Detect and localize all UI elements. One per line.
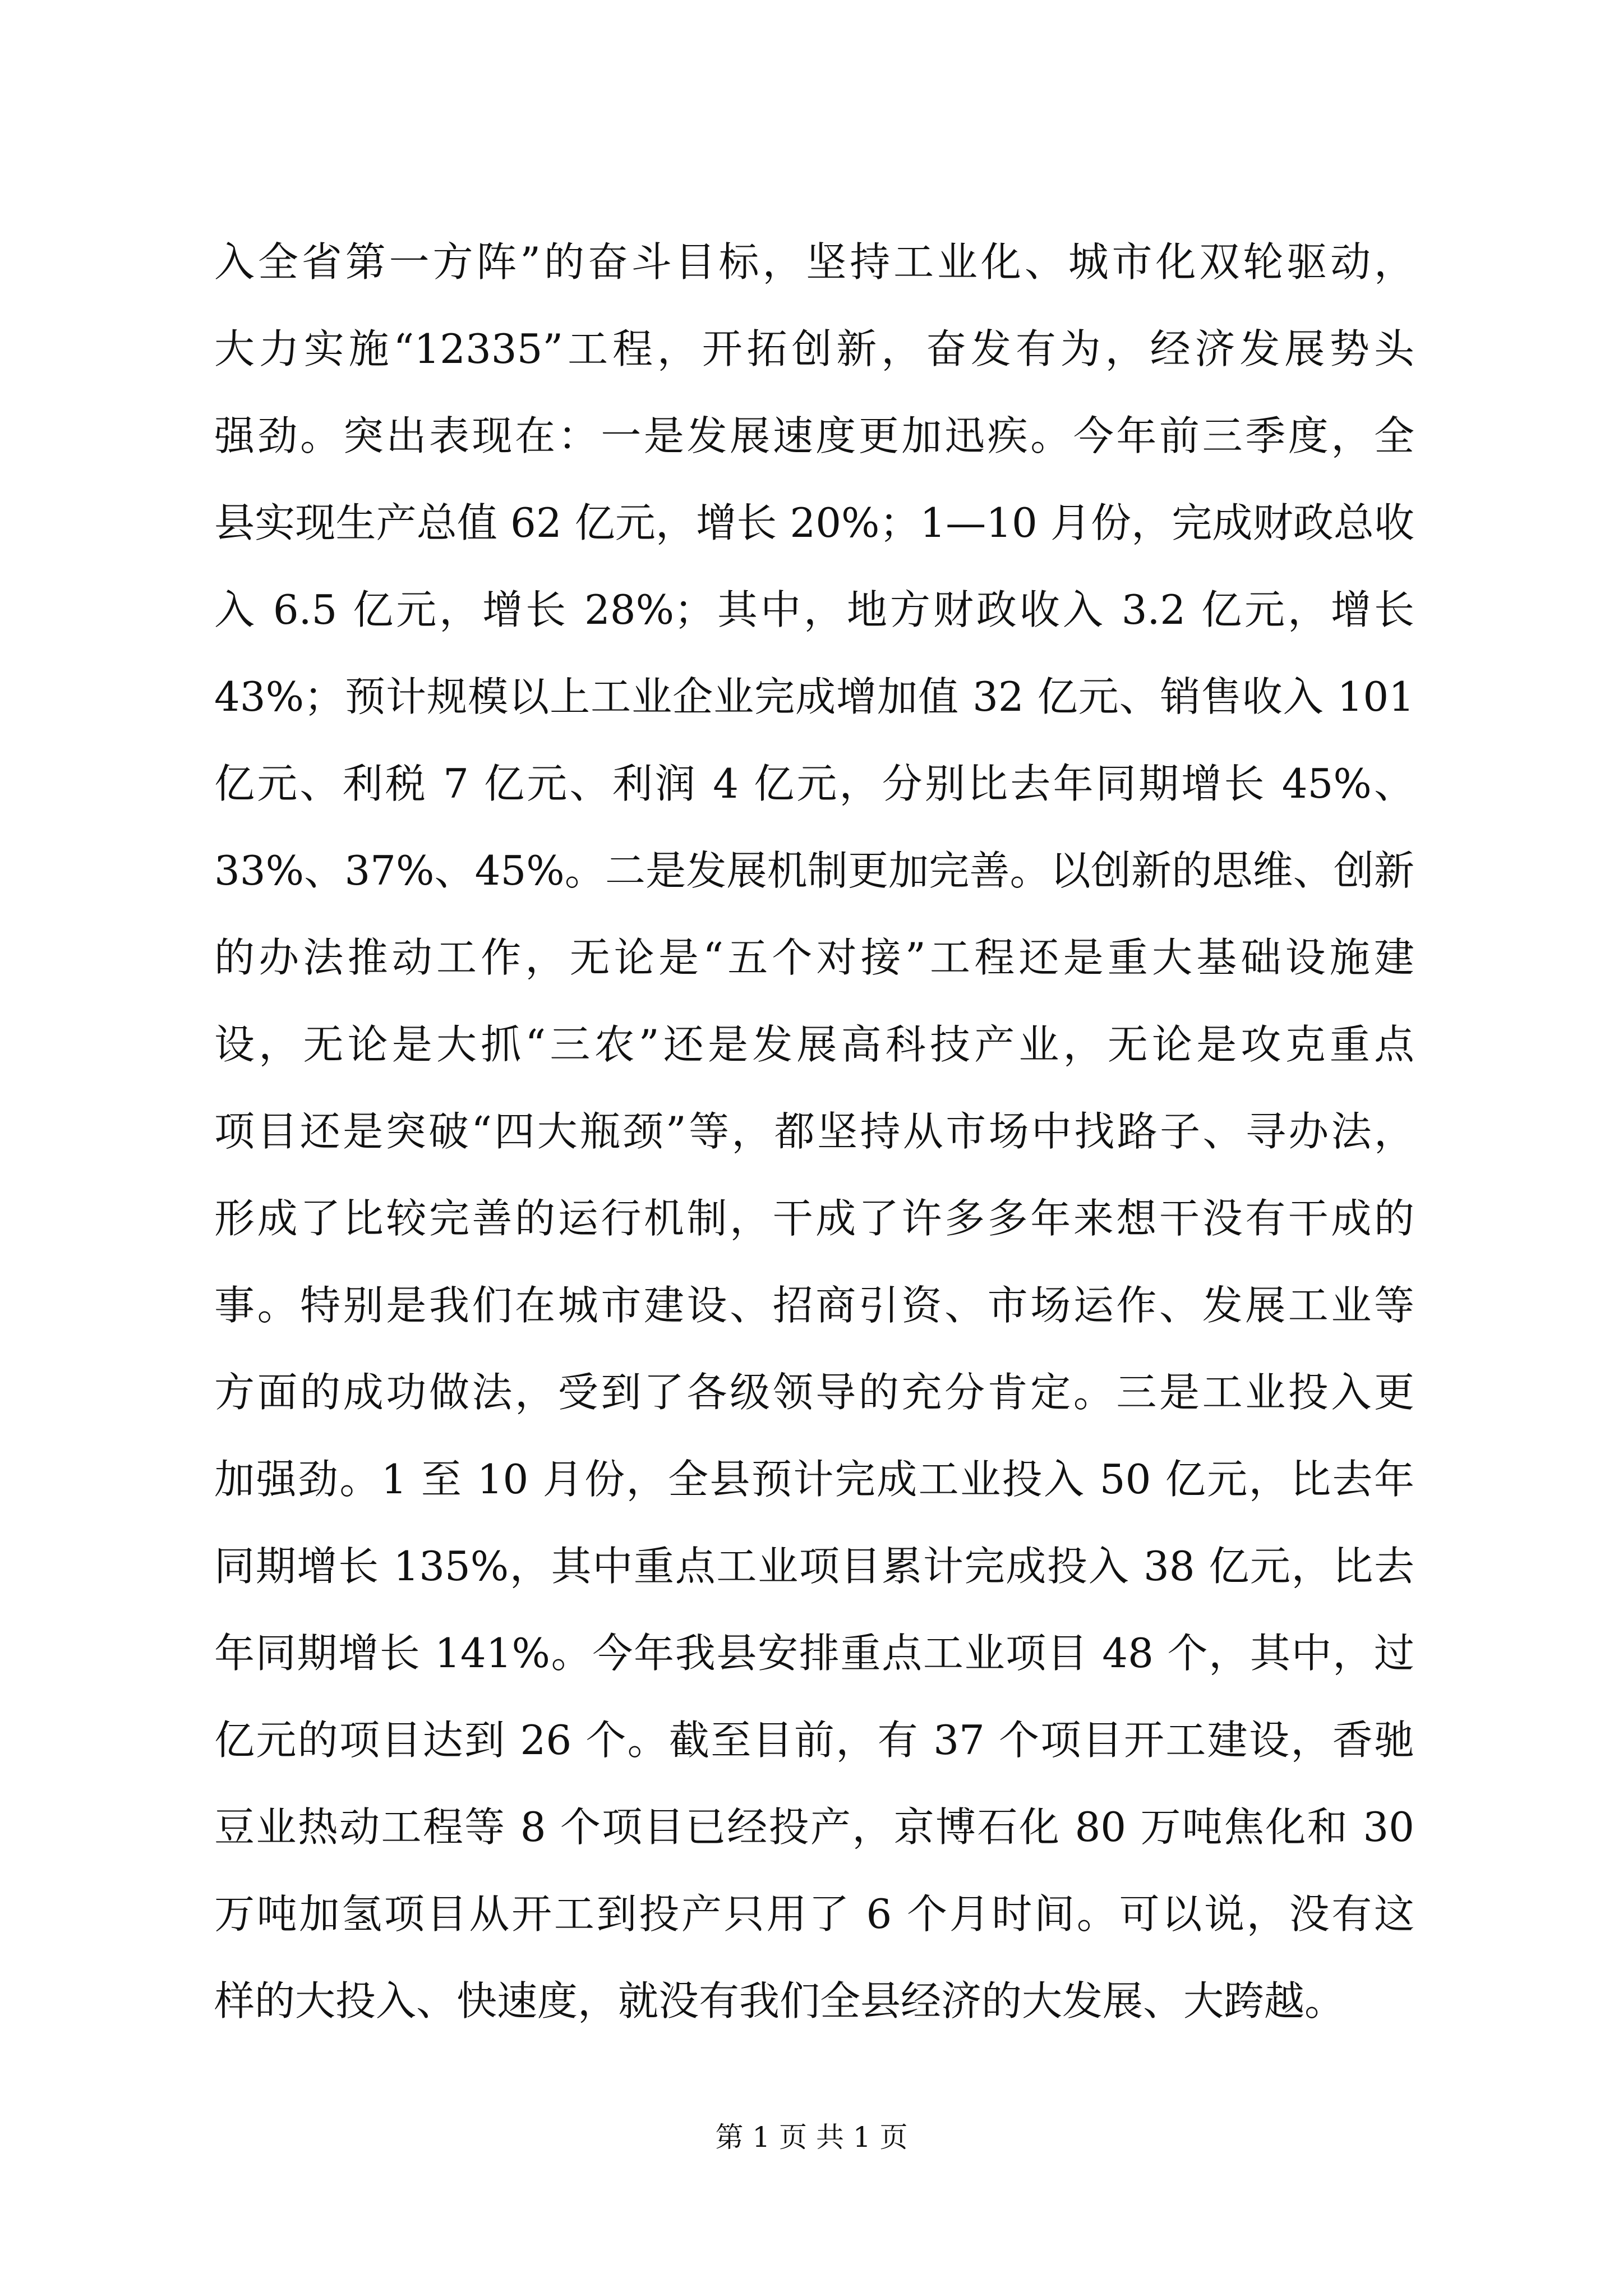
- text-line: 方面的成功做法，受到了各级领导的充分肯定。三是工业投入更: [214, 1369, 1414, 1416]
- text-line: 亿元的项目达到 26 个。截至目前，有 37 个项目开工建设，香驰: [214, 1717, 1414, 1764]
- text-line: 事。特别是我们在城市建设、招商引资、市场运作、发展工业等: [214, 1282, 1414, 1329]
- text-line: 同期增长 135%，其中重点工业项目累计完成投入 38 亿元，比去: [214, 1543, 1414, 1590]
- text-line: 入 6.5 亿元，增长 28%；其中，地方财政收入 3.2 亿元，增长: [214, 586, 1414, 633]
- text-line: 县实现生产总值 62 亿元，增长 20%；1—10 月份，完成财政总收: [214, 499, 1414, 546]
- text-line: 设，无论是大抓“三农”还是发展高科技产业，无论是攻克重点: [214, 1021, 1414, 1068]
- text-line: 33%、37%、45%。二是发展机制更加完善。以创新的思维、创新: [214, 847, 1414, 894]
- text-line: 豆业热动工程等 8 个项目已经投产，京博石化 80 万吨焦化和 30: [214, 1803, 1414, 1851]
- text-line: 年同期增长 141%。今年我县安排重点工业项目 48 个，其中，过: [214, 1630, 1414, 1677]
- text-line: 项目还是突破“四大瓶颈”等，都坚持从市场中找路子、寻办法，: [214, 1108, 1414, 1155]
- text-line: 43%；预计规模以上工业企业完成增加值 32 亿元、销售收入 101: [214, 673, 1414, 720]
- body-paragraph: [214, 219, 1414, 2045]
- text-line: 形成了比较完善的运行机制，干成了许多多年来想干没有干成的: [214, 1195, 1414, 1242]
- text-line: 大力实施“12335”工程，开拓创新，奋发有为，经济发展势头: [214, 325, 1414, 372]
- text-line: 入全省第一方阵”的奋斗目标，坚持工业化、城市化双轮驱动，: [214, 238, 1414, 286]
- text-line: 的办法推动工作，无论是“五个对接”工程还是重大基础设施建: [214, 934, 1414, 981]
- text-line: 样的大投入、快速度，就没有我们全县经济的大发展、大跨越。: [214, 1977, 1345, 2024]
- text-line: 强劲。突出表现在：一是发展速度更加迅疾。今年前三季度，全: [214, 412, 1414, 459]
- text-line: 亿元、利税 7 亿元、利润 4 亿元，分别比去年同期增长 45%、: [214, 760, 1414, 807]
- text-line: 万吨加氢项目从开工到投产只用了 6 个月时间。可以说，没有这: [214, 1890, 1414, 1938]
- page-footer: 第 1 页 共 1 页: [715, 2121, 908, 2154]
- text-line: 加强劲。1 至 10 月份，全县预计完成工业投入 50 亿元，比去年: [214, 1456, 1414, 1503]
